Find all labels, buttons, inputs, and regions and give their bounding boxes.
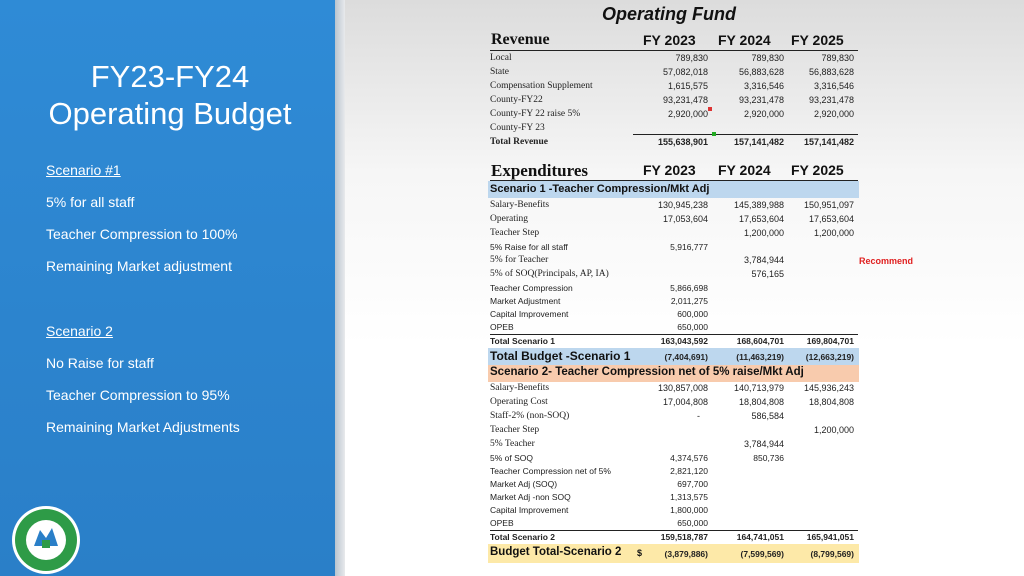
expenditures-heading: Expenditures — [491, 161, 588, 180]
revenue-total-rule — [633, 134, 858, 135]
expenditures-year-3: FY 2025 — [791, 162, 844, 178]
scenario2-row: Capital Improvement 1,800,000 — [490, 505, 708, 515]
revenue-row: Local 789,830 789,830 789,830 — [490, 53, 854, 63]
scenario1-row: Teacher Compression 5,866,698 — [490, 283, 708, 293]
scenario2-total-rule — [490, 530, 858, 531]
revenue-year-1: FY 2023 — [643, 32, 696, 48]
scenario2-budget-values: (3,879,886) (7,599,569) (8,799,569) — [664, 549, 854, 559]
scenario1-row: Teacher Step 1,200,000 1,200,000 — [490, 228, 854, 238]
scenario1-point-2: Teacher Compression to 100% — [46, 226, 238, 242]
revenue-row: Compensation Supplement 1,615,575 3,316,546 3,316,546 — [490, 81, 854, 91]
comment-marker[interactable] — [708, 107, 712, 111]
scenario1-row: 5% of SOQ(Principals, AP, IA) 576,165 — [490, 269, 784, 279]
page-title: FY23-FY24 Operating Budget — [48, 59, 292, 131]
scenario1-total-row: Total Scenario 1 163,043,592 168,604,701 169,804,701 — [490, 336, 854, 346]
scenario2-currency: $ — [637, 548, 643, 558]
scenario1-budget-label: Total Budget -Scenario 1 — [490, 349, 631, 363]
scenario1-heading: Scenario #1 — [46, 162, 121, 178]
expenditures-year-2: FY 2024 — [718, 162, 771, 178]
scenario1-total-rule — [490, 334, 858, 335]
scenario2-row: 5% of SOQ 4,374,576 850,736 — [490, 453, 784, 463]
recommend-label: Recommend — [859, 256, 914, 266]
expenditures-year-1: FY 2023 — [643, 162, 696, 178]
scenario1-row: Operating 17,053,604 17,653,604 17,653,604 — [490, 214, 854, 224]
scenario2-row: Operating Cost 17,004,808 18,804,808 18,804,808 — [490, 397, 854, 407]
scenario1-row: Capital Improvement 600,000 — [490, 309, 708, 319]
fund-title: Operating Fund — [602, 4, 736, 24]
revenue-row: County-FY22 93,231,478 93,231,478 93,231,478 — [490, 95, 854, 105]
scenario2-heading: Scenario 2 — [46, 323, 113, 339]
scenario1-title: Scenario 1 -Teacher Compression/Mkt Adj — [490, 183, 710, 195]
scenario2-row: Market Adj (SOQ) 697,700 — [490, 479, 708, 489]
scenario2-row: 5% Teacher 3,784,944 — [490, 439, 784, 449]
revenue-total-row: Total Revenue 155,638,901 157,141,482 157,141,482 — [490, 137, 854, 147]
scenario2-budget-label: Budget Total-Scenario 2 — [490, 546, 622, 558]
revenue-heading: Revenue — [491, 31, 550, 48]
scenario2-point-2: Teacher Compression to 95% — [46, 387, 230, 403]
scenario1-row: 5% for Teacher 3,784,944 — [490, 255, 784, 265]
scenario2-title: Scenario 2- Teacher Compression net of 5% raise/Mkt Adj — [490, 366, 804, 378]
revenue-year-2: FY 2024 — [718, 32, 771, 48]
scenario2-row: Teacher Step 1,200,000 — [490, 425, 854, 435]
revenue-row: State 57,082,018 56,883,628 56,883,628 — [490, 67, 854, 77]
revenue-header-rule — [490, 50, 858, 51]
comment-marker[interactable] — [712, 132, 716, 136]
scenario2-row: Teacher Compression net of 5% 2,821,120 — [490, 466, 708, 476]
revenue-year-3: FY 2025 — [791, 32, 844, 48]
scenario1-row: Salary-Benefits 130,945,238 145,389,988 150,951,097 — [490, 200, 854, 210]
revenue-row: County-FY 23 — [490, 123, 545, 133]
panel-divider — [335, 0, 345, 576]
scenario2-row: Staff-2% (non-SOQ) - 586,584 — [490, 411, 784, 421]
scenario2-point-1: No Raise for staff — [46, 355, 154, 371]
revenue-row: County-FY 22 raise 5% 2,920,000 2,920,000 2,920,000 — [490, 109, 854, 119]
scenario1-row: Market Adjustment 2,011,275 — [490, 296, 708, 306]
scenario1-point-1: 5% for all staff — [46, 194, 135, 210]
scenario1-row: OPEB 650,000 — [490, 322, 708, 332]
school-logo — [6, 500, 82, 576]
scenario1-row: 5% Raise for all staff 5,916,777 — [490, 242, 708, 252]
scenario2-point-3: Remaining Market Adjustments — [46, 419, 240, 435]
scenario2-row: OPEB 650,000 — [490, 518, 708, 528]
scenario1-point-3: Remaining Market adjustment — [46, 258, 232, 274]
scenario1-budget-values: (7,404,691) (11,463,219) (12,663,219) — [664, 352, 854, 362]
scenario2-total-row: Total Scenario 2 159,518,787 164,741,051 165,941,051 — [490, 532, 854, 542]
scenario2-row: Market Adj -non SOQ 1,313,575 — [490, 492, 708, 502]
scenario2-row: Salary-Benefits 130,857,008 140,713,979 145,936,243 — [490, 383, 854, 393]
